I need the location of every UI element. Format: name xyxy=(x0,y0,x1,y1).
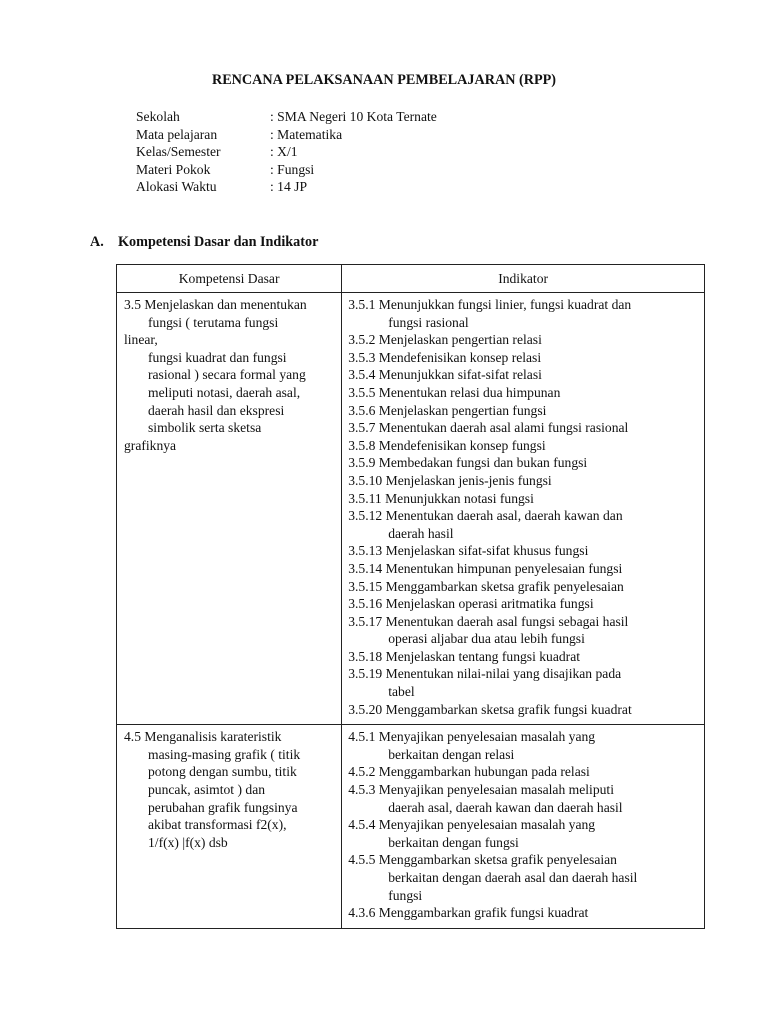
indicator-text: 3.5.9 Membedakan fungsi dan bukan fungsi xyxy=(348,455,588,471)
info-value: : Fungsi xyxy=(270,161,315,177)
indicator-text-continued: berkaitan dengan daerah asal dan daerah hasil xyxy=(388,870,638,885)
indicator-text-continued: tabel xyxy=(388,684,415,700)
indicator-item xyxy=(348,366,704,384)
kd-line: 3.5 Menjelaskan dan menentukan xyxy=(124,297,307,312)
indicator-text-continued: operasi aljabar dua atau lebih fungsi xyxy=(388,631,585,647)
indicator-text: 3.5.6 Menjelaskan pengertian fungsi xyxy=(348,402,547,418)
indicator-text: 4.5.5 Menggambarkan sketsa grafik penyelesaian xyxy=(348,852,617,868)
kd-line: 4.5 Menganalisis karateristik xyxy=(124,729,282,745)
indicator-text: 3.5.3 Mendefenisikan konsep relasi xyxy=(348,349,542,365)
indicator-item xyxy=(348,578,704,596)
kd-line: daerah hasil dan ekspresi xyxy=(148,402,285,418)
table-row xyxy=(117,293,705,725)
info-row-topic xyxy=(136,161,437,179)
indicator-text: 3.5.13 Menjelaskan sifat-sifat khusus fungsi xyxy=(348,543,589,559)
info-label: Materi Pokok xyxy=(136,161,211,177)
kd-line: linear, xyxy=(124,332,158,348)
kd-line: potong dengan sumbu, titik xyxy=(148,764,297,780)
indicator-item xyxy=(348,507,704,542)
indicator-item xyxy=(348,763,704,781)
info-label: Alokasi Waktu xyxy=(136,179,217,195)
indicator-item xyxy=(348,402,704,420)
indicator-text: 3.5.7 Menentukan daerah asal alami fungsi rasional xyxy=(348,420,629,436)
info-label: Kelas/Semester xyxy=(136,144,221,160)
page-title: RENCANA PELAKSANAAN PEMBELAJARAN (RPP) xyxy=(211,72,557,88)
indicator-text: 3.5.17 Menentukan daerah asal fungsi sebagai hasil xyxy=(348,613,629,629)
header-indikator: Indikator xyxy=(342,265,705,293)
indicator-item xyxy=(348,665,704,700)
indicator-item xyxy=(348,384,704,402)
indicator-text: 3.5.11 Menunjukkan notasi fungsi xyxy=(348,490,534,506)
indicator-item xyxy=(348,454,704,472)
indicator-item xyxy=(348,472,704,490)
kd-line: fungsi kuadrat dan fungsi xyxy=(148,349,287,365)
kd-line: meliputi notasi, daerah asal, xyxy=(148,384,301,400)
indikator-cell xyxy=(342,293,705,725)
indicator-text: 3.5.2 Menjelaskan pengertian relasi xyxy=(348,332,542,348)
kd-line: grafiknya xyxy=(124,437,177,453)
indicator-item xyxy=(348,701,704,719)
indicator-text: 3.5.16 Menjelaskan operasi aritmatika fungsi xyxy=(348,596,594,612)
indicator-text: 4.3.6 Menggambarkan grafik fungsi kuadrat xyxy=(348,905,589,921)
indicator-item xyxy=(348,542,704,560)
indicator-text: 3.5.8 Mendefenisikan konsep fungsi xyxy=(348,437,546,453)
indicator-item xyxy=(348,816,704,851)
indicator-item xyxy=(348,490,704,508)
indicator-text: 3.5.18 Menjelaskan tentang fungsi kuadrat xyxy=(348,648,581,664)
indicator-item xyxy=(348,781,704,816)
indicator-item xyxy=(348,349,704,367)
table-row xyxy=(117,725,705,929)
kompetensi-dasar-cell xyxy=(117,293,342,725)
identity-block xyxy=(136,108,437,196)
indicator-item xyxy=(348,728,704,763)
indicator-text: 3.5.20 Menggambarkan sketsa grafik fungsi kuadrat xyxy=(348,701,632,717)
indicator-item xyxy=(348,904,704,922)
indicator-text-continued: fungsi xyxy=(388,887,423,903)
indicator-text: 3.5.5 Menentukan relasi dua himpunan xyxy=(348,384,561,400)
kd-line: 1/f(x) |f(x) dsb xyxy=(148,834,228,850)
info-label: Mata pelajaran xyxy=(136,126,218,142)
kd-line: rasional ) secara formal yang xyxy=(148,367,306,383)
indicator-text: 4.5.3 Menyajikan penyelesaian masalah meliputi xyxy=(348,782,614,798)
indicator-text: 3.5.12 Menentukan daerah asal, daerah kawan dan xyxy=(348,508,623,524)
indicator-text-continued: berkaitan dengan fungsi xyxy=(388,834,519,850)
indicator-text: 3.5.1 Menunjukkan fungsi linier, fungsi kuadrat dan xyxy=(348,297,632,312)
info-value: : X/1 xyxy=(270,144,298,160)
section-title: Kompetensi Dasar dan Indikator xyxy=(118,234,319,250)
section-letter: A. xyxy=(90,234,104,250)
info-row-subject xyxy=(136,126,437,144)
indicator-text: 4.5.1 Menyajikan penyelesaian masalah yang xyxy=(348,729,596,745)
indicator-text: 3.5.14 Menentukan himpunan penyelesaian fungsi xyxy=(348,560,623,576)
kd-line: fungsi ( terutama fungsi xyxy=(148,314,279,330)
indicator-item xyxy=(348,595,704,613)
indicator-item xyxy=(348,296,704,331)
indicator-item xyxy=(348,560,704,578)
info-value: : Matematika xyxy=(270,126,343,142)
header-kompetensi-dasar: Kompetensi Dasar xyxy=(117,265,342,293)
indicator-text: 3.5.4 Menunjukkan sifat-sifat relasi xyxy=(348,367,542,383)
indicator-text: 4.5.2 Menggambarkan hubungan pada relasi xyxy=(348,764,590,780)
kd-line: puncak, asimtot ) dan xyxy=(148,782,266,798)
info-row-school xyxy=(136,108,437,126)
kd-line: masing-masing grafik ( titik xyxy=(148,746,301,762)
indicator-item xyxy=(348,419,704,437)
indicator-text: 3.5.15 Menggambarkan sketsa grafik penyelesaian xyxy=(348,578,624,594)
indicator-item xyxy=(348,648,704,666)
indicator-text-continued: daerah asal, daerah kawan dan daerah hasil xyxy=(388,799,623,815)
section-heading xyxy=(90,234,318,252)
indicator-text: 4.5.4 Menyajikan penyelesaian masalah yang xyxy=(348,817,596,833)
indicator-text-continued: berkaitan dengan relasi xyxy=(388,746,515,762)
indicator-item xyxy=(348,437,704,455)
kd-line: perubahan grafik fungsinya xyxy=(148,799,298,815)
info-row-time xyxy=(136,178,437,196)
indicator-text: 3.5.19 Menentukan nilai-nilai yang disajikan pada xyxy=(348,666,622,682)
indicator-item xyxy=(348,331,704,349)
table-header-row xyxy=(117,265,705,293)
indicator-item xyxy=(348,851,704,904)
kd-line: akibat transformasi f2(x), xyxy=(148,817,287,833)
indicator-text-continued: daerah hasil xyxy=(388,525,454,541)
info-value: : SMA Negeri 10 Kota Ternate xyxy=(270,109,437,124)
competency-table xyxy=(116,264,705,929)
indicator-text: 3.5.10 Menjelaskan jenis-jenis fungsi xyxy=(348,472,552,488)
indicator-item xyxy=(348,613,704,648)
indicator-text-continued: fungsi rasional xyxy=(388,314,469,330)
kd-line: simbolik serta sketsa xyxy=(148,420,262,436)
info-label: Sekolah xyxy=(136,109,180,124)
kompetensi-dasar-cell xyxy=(117,725,342,929)
info-value: : 14 JP xyxy=(270,179,308,195)
indikator-cell xyxy=(342,725,705,929)
info-row-class xyxy=(136,143,437,161)
